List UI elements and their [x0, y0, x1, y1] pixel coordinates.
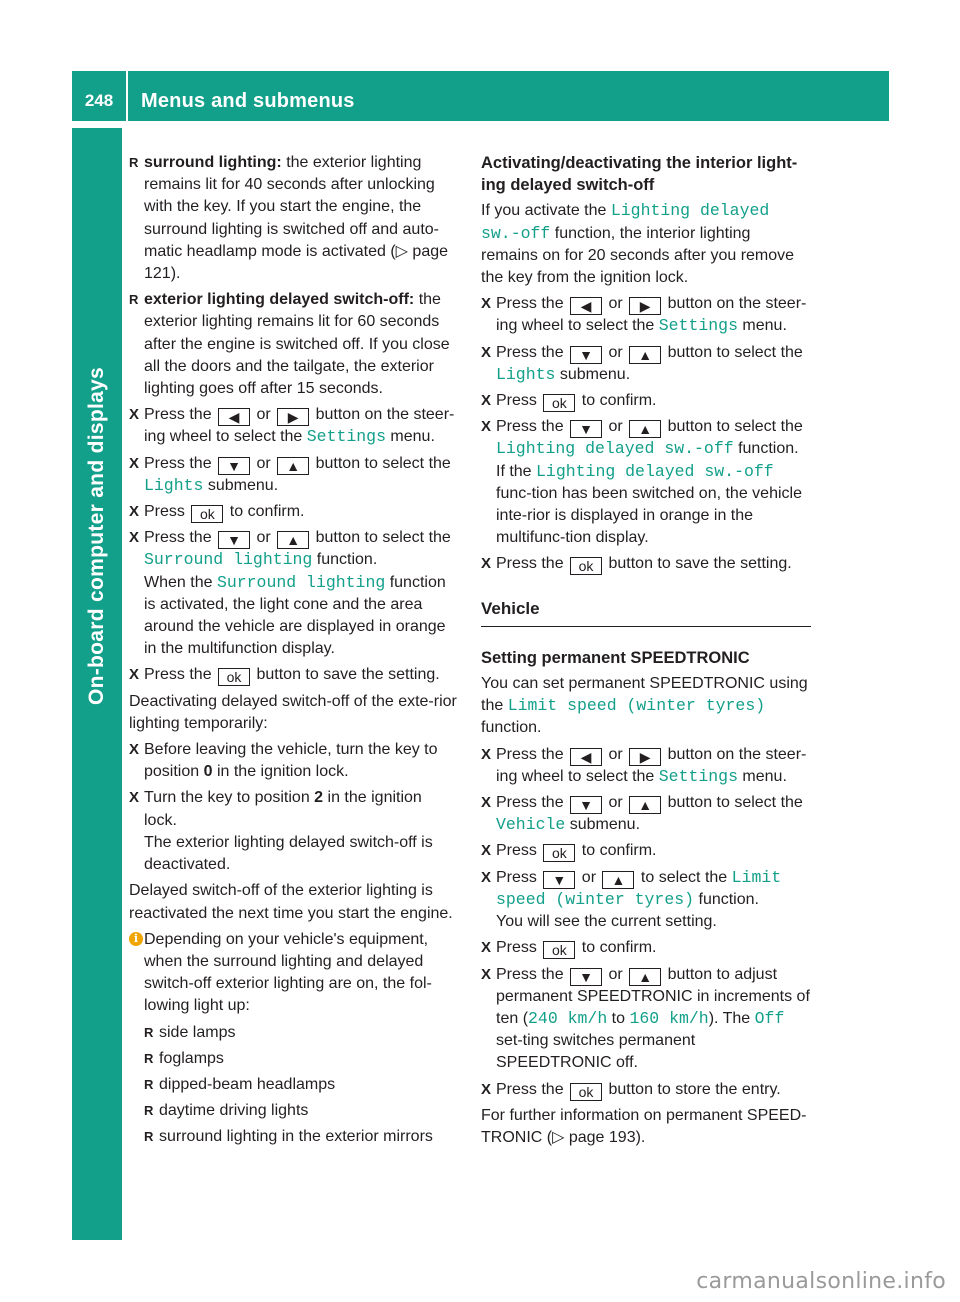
list-item — [144, 1074, 459, 1096]
step-text: to select the — [636, 868, 732, 886]
step-marker-icon: X — [129, 406, 140, 424]
paragraph-text: For further information on permanent SPEED-TRONIC ( — [481, 1106, 807, 1146]
info-icon: i — [129, 932, 143, 946]
watermark: carmanualsonline.info — [696, 1269, 946, 1294]
step — [481, 293, 811, 337]
step-marker-icon: X — [481, 555, 492, 573]
step-marker-icon: X — [481, 965, 492, 983]
step-marker-icon: X — [129, 454, 140, 472]
display-text: Lighting delayed sw.-off — [496, 439, 734, 459]
display-text: Off — [754, 1008, 785, 1028]
paragraph — [481, 673, 811, 740]
page-ref-arrow-icon: ▷ — [395, 242, 413, 260]
term-text: the exterior lighting remains lit for 40 seconds after unlocking with the key. If you start the engine, the surround lighting is switched off and auto-matic headlamp mode is activated ( — [144, 154, 439, 260]
page-title: Menus and submenus — [141, 90, 355, 112]
step-text: Before leaving the vehicle, turn the key to position — [144, 741, 438, 781]
down-arrow-key-icon: ▼ — [218, 457, 250, 475]
list-item — [144, 1022, 459, 1044]
step-text: to confirm. — [577, 842, 657, 860]
step-marker-icon: X — [481, 868, 492, 886]
step-text: or — [604, 295, 628, 313]
right-arrow-key-icon: ▶ — [277, 408, 309, 426]
paragraph-text: ). — [635, 1128, 646, 1146]
step-text: Press the — [144, 666, 217, 684]
paragraph-text: You can set permanent SPEEDTRONIC using the — [481, 675, 808, 715]
up-arrow-key-icon: ▲ — [629, 968, 661, 986]
step-text: submenu. — [555, 365, 631, 383]
paragraph — [481, 200, 811, 289]
step-text: Turn the key to position — [144, 789, 315, 807]
position-value: 2 — [314, 789, 324, 807]
step-text: button to select the — [663, 343, 803, 361]
up-arrow-key-icon: ▲ — [277, 457, 309, 475]
step-text: Press the — [496, 965, 569, 983]
step-text: in the ignition lock. — [144, 789, 422, 829]
step-text: or — [252, 529, 276, 547]
step — [481, 840, 811, 862]
down-arrow-key-icon: ▼ — [570, 420, 602, 438]
right-arrow-key-icon: ▶ — [629, 748, 661, 766]
display-text: Settings — [658, 766, 738, 786]
step-text: or — [604, 343, 628, 361]
bullet-icon: R — [129, 292, 139, 308]
step-marker-icon: X — [129, 529, 140, 547]
step-text: submenu. — [203, 476, 279, 494]
section-heading: Setting permanent SPEEDTRONIC — [481, 648, 750, 667]
step-text: Press the — [496, 295, 569, 313]
ok-key-icon: ok — [543, 394, 575, 412]
display-text: Vehicle — [496, 815, 566, 835]
step-text: menu. — [385, 428, 435, 446]
step — [481, 553, 811, 575]
paragraph: Deactivating delayed switch-off of the exte-rior lighting temporarily: — [129, 692, 457, 732]
step-text: submenu. — [565, 816, 641, 834]
display-text: Lighting delayed sw.-off — [481, 201, 770, 243]
left-arrow-key-icon: ◀ — [218, 408, 250, 426]
term-text-end: ). — [170, 265, 181, 283]
paragraph-text: function. — [481, 719, 542, 737]
step — [129, 739, 459, 783]
step-text: Press the — [496, 343, 569, 361]
step-text: or — [604, 745, 628, 763]
right-column — [481, 152, 811, 1153]
step-marker-icon: X — [129, 789, 140, 807]
step — [481, 792, 811, 836]
step-text: Press — [496, 392, 542, 410]
list-item — [144, 1048, 459, 1070]
step-text: to confirm. — [577, 392, 657, 410]
bullet-icon: R — [144, 1076, 154, 1092]
step-text: to confirm. — [577, 939, 657, 957]
step-text: in the ignition lock. — [212, 763, 349, 781]
display-text: Limit speed (winter tyres) — [496, 867, 782, 909]
list-item — [129, 289, 459, 400]
step-text: or — [604, 965, 628, 983]
step — [481, 1079, 811, 1101]
bullet-icon: R — [144, 1024, 154, 1040]
page-ref-link[interactable]: page 121 — [144, 242, 449, 283]
step-text: Press the — [144, 454, 217, 472]
step-text: to — [607, 1009, 630, 1027]
display-text: 240 km/h — [528, 1008, 608, 1028]
down-arrow-key-icon: ▼ — [218, 531, 250, 549]
bullet-icon: R — [129, 155, 139, 170]
step-result: You will see the current setting. — [496, 913, 717, 931]
paragraph — [481, 1105, 811, 1149]
list-item-text: side lamps — [159, 1023, 236, 1041]
step-text: button on the steer-ing wheel to select the — [496, 295, 807, 335]
list-item-text: foglamps — [159, 1049, 224, 1067]
down-arrow-key-icon: ▼ — [543, 871, 575, 889]
step-marker-icon: X — [481, 343, 492, 361]
step — [129, 664, 459, 686]
list-item-text: surround lighting in the exterior mirrors — [159, 1128, 433, 1146]
step-text: or — [252, 406, 276, 424]
step-text: button to select the — [311, 454, 451, 472]
step-text: or — [577, 868, 601, 886]
step-text: Press the — [496, 418, 569, 436]
bullet-icon: R — [144, 1050, 154, 1066]
step-marker-icon: X — [481, 418, 492, 436]
display-text: Surround lighting — [216, 572, 386, 592]
step-text: ). The — [708, 1009, 755, 1027]
step-result: func-tion has been switched on, the vehicle inte-rior is displayed in orange in the multifunc-tion display. — [496, 484, 802, 547]
step-text: Press the — [144, 406, 217, 424]
step-marker-icon: X — [129, 666, 140, 684]
right-arrow-key-icon: ▶ — [629, 297, 661, 315]
section-heading: Activating/deactivating the interior light-ing delayed switch-off — [481, 154, 798, 195]
step-text: button to save the setting. — [252, 666, 440, 684]
up-arrow-key-icon: ▲ — [277, 531, 309, 549]
ok-key-icon: ok — [570, 1083, 602, 1101]
step-text: or — [252, 454, 276, 472]
ok-key-icon: ok — [543, 844, 575, 862]
info-text: Depending on your vehicle's equipment, when the surround lighting and delayed switch-off exterior lighting are on, the fol-lowing light up: — [144, 930, 432, 1015]
list-item-text: dipped-beam headlamps — [159, 1075, 336, 1093]
step-text: button to store the entry. — [604, 1080, 781, 1098]
step — [129, 501, 459, 523]
display-text: Lights — [144, 475, 204, 495]
step-text: Press — [144, 503, 190, 521]
display-text: Lights — [496, 364, 556, 384]
list-item — [129, 152, 459, 285]
up-arrow-key-icon: ▲ — [602, 871, 634, 889]
step-text: Press the — [496, 745, 569, 763]
section-divider — [481, 626, 811, 627]
display-text: Settings — [306, 427, 386, 447]
step — [481, 964, 811, 1075]
up-arrow-key-icon: ▲ — [629, 796, 661, 814]
step-text: menu. — [737, 317, 787, 335]
ok-key-icon: ok — [543, 941, 575, 959]
down-arrow-key-icon: ▼ — [570, 346, 602, 364]
step-text: menu. — [737, 767, 787, 785]
step-text: Press — [496, 939, 542, 957]
step-text: Press the — [496, 555, 569, 573]
down-arrow-key-icon: ▼ — [570, 796, 602, 814]
position-value: 0 — [203, 763, 213, 781]
bullet-icon: R — [144, 1129, 154, 1145]
step — [481, 744, 811, 788]
step-text: button to select the — [663, 418, 803, 436]
side-tab-label: On-board computer and displays — [85, 366, 108, 706]
display-text: Surround lighting — [144, 550, 313, 570]
left-arrow-key-icon: ◀ — [570, 297, 602, 315]
step-result: function is activated, the light cone and the area around the vehicle are displayed in orange in the multifunction display. — [144, 573, 446, 658]
info-note — [129, 929, 459, 1018]
display-text: Settings — [658, 316, 738, 336]
step-marker-icon: X — [129, 741, 140, 759]
step-marker-icon: X — [481, 1080, 492, 1098]
step — [481, 342, 811, 386]
step-text: function. — [694, 890, 759, 908]
step-text: button to adjust permanent SPEEDTRONIC in increments of ten ( — [496, 965, 810, 1027]
up-arrow-key-icon: ▲ — [629, 420, 661, 438]
step — [481, 390, 811, 412]
left-arrow-key-icon: ◀ — [570, 748, 602, 766]
step-result: When the — [144, 573, 217, 591]
step-text: button to save the setting. — [604, 555, 792, 573]
display-text: 160 km/h — [629, 1008, 709, 1028]
step-text: button on the steer-ing wheel to select the — [496, 745, 807, 785]
step-marker-icon: X — [481, 745, 492, 763]
step-marker-icon: X — [129, 503, 140, 521]
left-column — [129, 152, 459, 1153]
step-marker-icon: X — [481, 939, 492, 957]
down-arrow-key-icon: ▼ — [570, 968, 602, 986]
step — [481, 416, 811, 549]
step-result: The exterior lighting delayed switch-off is deactivated. — [144, 833, 433, 874]
ok-key-icon: ok — [191, 505, 223, 523]
step-text: button on the steer-ing wheel to select the — [144, 406, 455, 446]
page-number: 248 — [84, 91, 114, 110]
step-marker-icon: X — [481, 392, 492, 410]
step-text: button to select the — [311, 529, 451, 547]
step-text: button to select the — [663, 794, 803, 812]
step-text: or — [604, 418, 628, 436]
step — [129, 453, 459, 497]
step-text: Press the — [496, 794, 569, 812]
display-text: Lighting delayed sw.-off — [536, 461, 774, 481]
step — [481, 937, 811, 959]
up-arrow-key-icon: ▲ — [629, 346, 661, 364]
term-label: exterior lighting delayed switch-off: — [144, 291, 415, 309]
step-text: set-ting switches permanent SPEEDTRONIC off. — [496, 1032, 696, 1072]
step-text: Press the — [496, 1080, 569, 1098]
step-marker-icon: X — [481, 794, 492, 812]
page-ref-arrow-icon: ▷ — [552, 1128, 569, 1146]
list-item — [144, 1126, 459, 1148]
ok-key-icon: ok — [218, 668, 250, 686]
step-text: to confirm. — [225, 503, 305, 521]
step — [129, 404, 459, 448]
term-text: the exterior lighting remains lit for 60 seconds after the engine is switched off. If you close all the doors and the tailgate, the exterior lighting goes off after 15 seconds. — [144, 291, 450, 398]
page-ref-link[interactable]: page 193 — [568, 1128, 636, 1146]
step-text: Press — [496, 842, 542, 860]
paragraph: Delayed switch-off of the exterior lighting is reactivated the next time you start the engine. — [129, 882, 453, 922]
list-item-text: daytime driving lights — [159, 1102, 309, 1120]
paragraph-text: function, the interior lighting remains on for 20 seconds after you remove the key from the ignition lock. — [481, 224, 795, 287]
step-text: function. — [733, 440, 799, 458]
step — [129, 787, 459, 876]
step — [129, 527, 459, 660]
step-text: or — [604, 794, 628, 812]
section-title: Vehicle — [481, 598, 540, 618]
header-divider — [126, 71, 128, 121]
paragraph-text: If you activate the — [481, 202, 611, 220]
term-label: surround lighting: — [144, 154, 282, 171]
step-text: Press the — [144, 529, 217, 547]
list-item — [144, 1100, 459, 1122]
step-text: function. — [312, 551, 378, 569]
step — [481, 867, 811, 934]
display-text: Limit speed (winter tyres) — [507, 696, 766, 716]
ok-key-icon: ok — [570, 557, 602, 575]
step-marker-icon: X — [481, 295, 492, 313]
step-result: If the — [496, 462, 537, 480]
step-marker-icon: X — [481, 842, 492, 860]
step-text: Press — [496, 868, 542, 886]
bullet-icon: R — [144, 1103, 154, 1119]
